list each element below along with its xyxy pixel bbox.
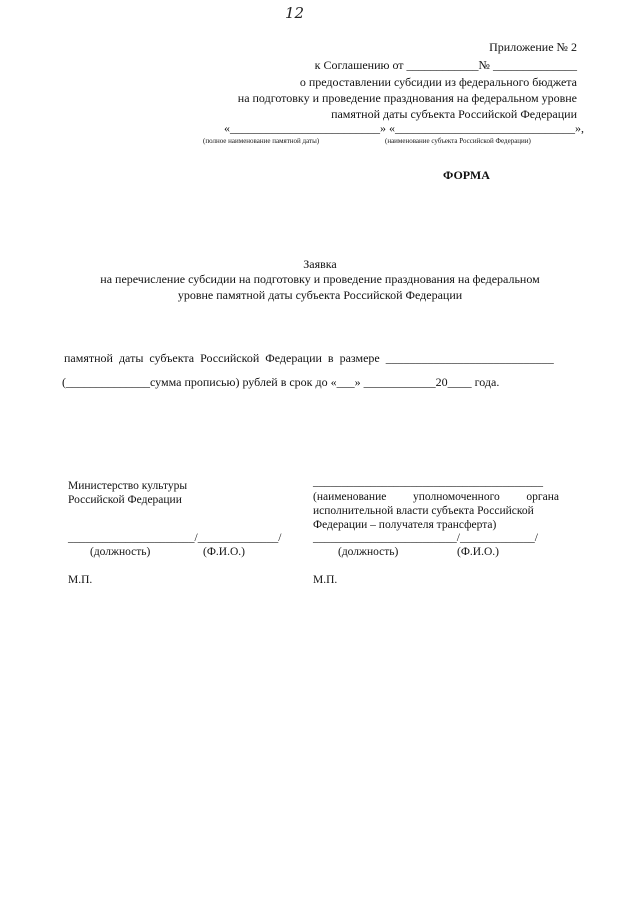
title-line-2: уровне памятной даты субъекта Российской Федерации — [177, 288, 463, 302]
right-caption-name: (Ф.И.О.) — [457, 546, 499, 558]
left-caption-position: (должность) — [90, 546, 151, 558]
left-org-line-2: Российской Федерации — [68, 494, 182, 506]
left-org-line-1: Министерство культуры — [68, 480, 188, 492]
title-line-1: на перечисление субсидии на подготовку и проведение празднования на федеральном — [100, 272, 540, 286]
header-line-quotes: «_________________________» «______________________________», — [224, 121, 584, 135]
left-stamp: М.П. — [68, 574, 93, 586]
right-caption-2: исполнительной власти субъекта Российской — [313, 505, 534, 517]
caption-memorial-date: (полное наименование памятной даты) — [203, 137, 320, 145]
body-line-1: памятной даты субъекта Российской Федерации в размере ____________________________ — [64, 351, 554, 365]
body-line-2: (______________сумма прописью) рублей в срок до «___» ____________20____ года. — [62, 375, 500, 389]
header-line-subsidy: о предоставлении субсидии из федерального бюджета — [299, 75, 577, 89]
right-top-line: ________________________________________ — [313, 476, 543, 488]
right-sign-line: _________________________/_____________/ — [313, 532, 538, 544]
right-caption-1: (наименование уполномоченного органа — [313, 491, 559, 503]
appendix-title: Приложение № 2 — [489, 40, 577, 54]
right-caption-3: Федерации – получателя трансферта) — [313, 519, 497, 531]
left-caption-name: (Ф.И.О.) — [203, 546, 245, 558]
agreement-line: к Соглашению от ____________№ ______________ — [314, 58, 577, 72]
header-line-preparation: на подготовку и проведение празднования на федеральном уровне — [237, 91, 577, 105]
left-sign-line: ______________________/______________/ — [68, 532, 282, 544]
right-caption-position: (должность) — [338, 546, 399, 558]
caption-subject: (наименование субъекта Российской Федерации) — [385, 137, 531, 145]
right-stamp: М.П. — [313, 574, 338, 586]
header-line-memorial-date: памятной даты субъекта Российской Федерации — [331, 107, 577, 121]
form-label: ФОРМА — [443, 168, 490, 182]
title-word: Заявка — [303, 257, 337, 271]
page-number: 12 — [285, 4, 305, 22]
